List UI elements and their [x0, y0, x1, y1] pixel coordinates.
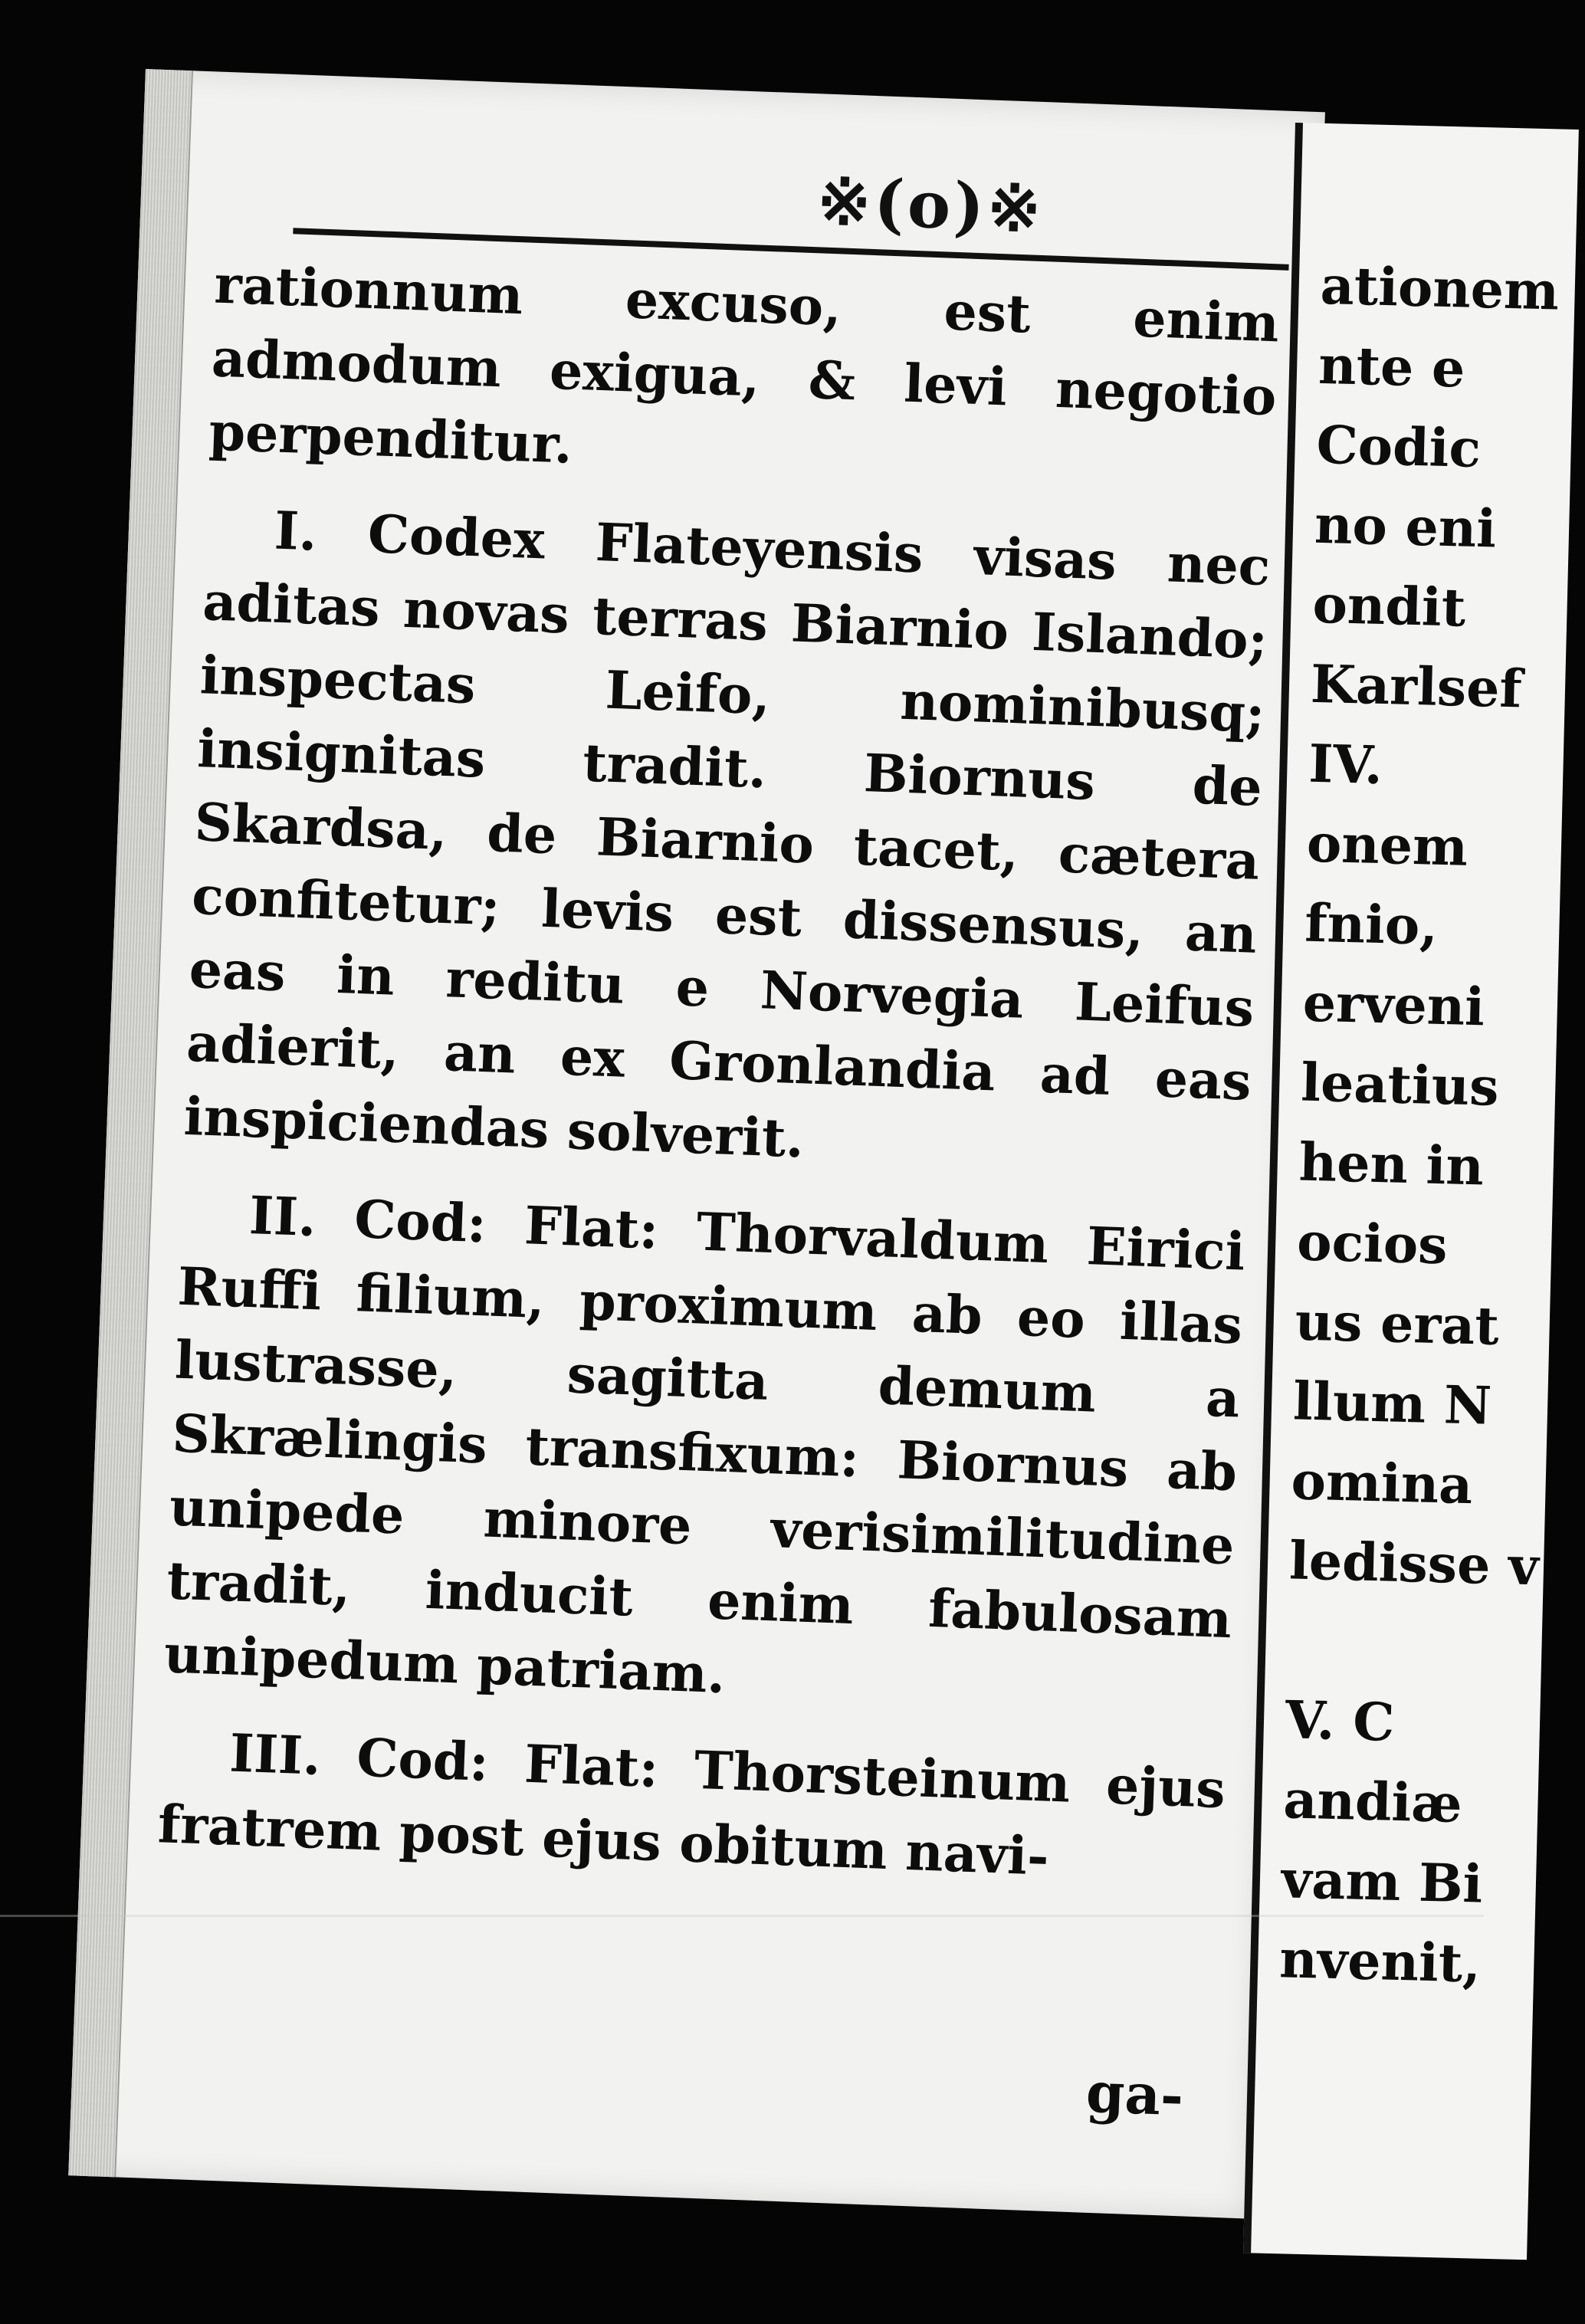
text-line: ationem: [1319, 254, 1560, 323]
right-page-text: [1278, 246, 1582, 2006]
paragraph: III. Cod: Flat: Thorsteinum ejus fratrem post ejus obitum navi-: [156, 1722, 1227, 1888]
left-page: [68, 69, 1325, 2219]
text-line: vam Bi: [1281, 1849, 1484, 1915]
text-line: ledisse v: [1288, 1530, 1540, 1598]
text-line: V. C: [1285, 1689, 1396, 1754]
text-line: us erat: [1294, 1291, 1500, 1357]
text-line: fnio,: [1304, 892, 1439, 957]
text-line: nte e: [1318, 334, 1466, 400]
text-line: leatius: [1300, 1052, 1500, 1118]
text-line: omina: [1290, 1450, 1474, 1517]
text-line: andiæ: [1282, 1769, 1463, 1835]
text-line: IV.: [1308, 733, 1383, 797]
text-line: onem: [1306, 812, 1469, 878]
text-line: Karlsef: [1310, 653, 1523, 721]
text-line: nvenit,: [1278, 1928, 1482, 1995]
paragraph: II. Cod: Flat: Thorvaldum Eirici Ruffi filium, proximum ab eo illas lustrasse, sagitta demum a Skrælingis transfixum: Biornus ab unipede minore verisimilitudine tradit, inducit enim fabulosam unipedum patriam.: [162, 1184, 1246, 1706]
text-line: ondit: [1311, 573, 1467, 639]
header-ornament: ※(o)※: [815, 162, 1046, 248]
text-line: no eni: [1314, 494, 1498, 560]
text-line: llum N: [1292, 1370, 1493, 1437]
scan-artifact-line: [0, 1915, 1484, 1917]
right-page-fragment: [1243, 123, 1579, 2260]
text-line: erveni: [1301, 972, 1485, 1039]
body-text: [156, 248, 1280, 1924]
paragraph: rationnum excuso, est enim admodum exigua, & levi negotio perpenditur.: [208, 254, 1281, 476]
text-line: Codic: [1315, 414, 1482, 481]
text-line: [1286, 1600, 1548, 1686]
text-line: ocios: [1296, 1211, 1449, 1277]
text-line: hen in: [1298, 1131, 1485, 1198]
paragraph: I. Codex Flateyensis visas nec aditas novas terras Biarnio Islando; inspectas Leifo, nominibusq; insignitas tradit. Biornus de Skardsa, de Biarnio tacet, cætera confitetur; levis est dissensus, an eas in reditu e Norvegia Leifus adierit, an ex Gronlandia ad eas inspiciendas solverit.: [182, 500, 1272, 1170]
catchword: ga-: [1085, 2059, 1185, 2129]
